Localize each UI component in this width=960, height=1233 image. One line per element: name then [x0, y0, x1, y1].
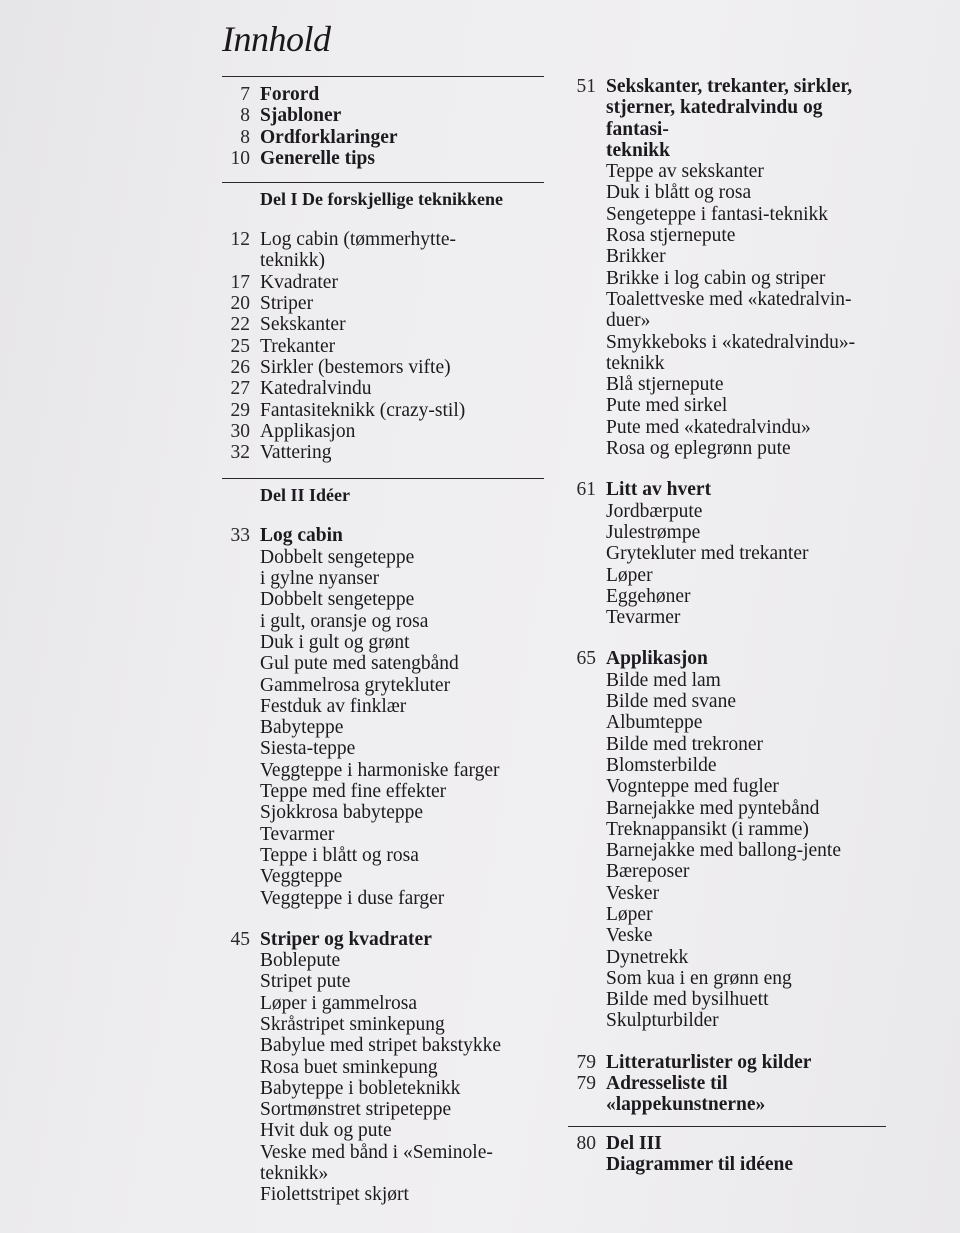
entry-line: Barnejakke med pyntebånd [606, 797, 820, 819]
part2-heading: Del II Idéer [260, 485, 350, 506]
entry-line: Blå stjernepute [606, 374, 724, 396]
page-number: 29 [230, 399, 250, 421]
toc-entry [222, 929, 544, 950]
entry-line: Teppe med fine effekter [260, 781, 447, 803]
entry-line: Brikke i log cabin og striper [606, 267, 826, 289]
entry-line: Gul pute med satengbånd [260, 653, 459, 675]
page-number: 45 [230, 928, 250, 950]
page-number: 32 [230, 442, 250, 464]
entry-line: Veske med bånd i «Seminole- [260, 1141, 493, 1163]
toc-entry [568, 1073, 886, 1116]
entry-line: Veggteppe i harmoniske farger [260, 759, 500, 781]
entry-title: Forord [260, 84, 320, 105]
page-title: Innhold [222, 19, 331, 59]
entry-line: Veggteppe [260, 866, 343, 888]
page-number: 12 [230, 229, 250, 251]
entry-line: Smykkeboks i «katedralvindu»- [606, 331, 856, 353]
entry-line: Hvit duk og pute [260, 1120, 392, 1142]
entry-line: teknikk) [260, 250, 325, 272]
entry-title: Sirkler (bestemors vifte) [260, 356, 451, 378]
entry-line: Babylue med stripet bakstykke [260, 1035, 501, 1057]
entry-title: Kvadrater [260, 271, 338, 293]
entry-line: Bilde med lam [606, 669, 721, 691]
entry-line: Sengeteppe i fantasi-teknikk [606, 203, 829, 225]
entry-line: Bilde med svane [606, 691, 736, 713]
entry-title: Adresseliste til «lappekunstnerne» [606, 1073, 766, 1116]
entry-line: Treknappansikt (i ramme) [606, 818, 809, 840]
entry-title: Applikasjon [260, 420, 356, 442]
page-number: 8 [240, 126, 250, 148]
entry-line: Bæreposer [606, 861, 690, 883]
entry-line: Festduk av finklær [260, 695, 407, 717]
toc-entry [222, 336, 544, 357]
section-litt-av-hvert [568, 479, 886, 628]
entry-line: Dobbelt sengeteppe [260, 546, 415, 568]
section-applikasjon [568, 648, 886, 1031]
page-number: 79 [576, 1073, 596, 1095]
entry-line: Rosa og eplegrønn pute [606, 438, 791, 460]
entry-title: Striper [260, 293, 314, 315]
toc-entry [222, 314, 544, 335]
entry-line: Vesker [606, 882, 660, 904]
entry-title: Sjabloner [260, 105, 342, 127]
toc-entry [568, 479, 886, 500]
entry-line: teknikk [606, 352, 665, 374]
entry-title: Generelle tips [260, 147, 375, 169]
entry-title: Vattering [260, 442, 332, 464]
toc-entry [568, 76, 886, 97]
toc-entry [222, 378, 544, 399]
toc-left-column [222, 76, 544, 1206]
entry-line: Pute med sirkel [606, 395, 728, 417]
entry-line: Løper [606, 903, 653, 925]
part3-entry [568, 1133, 886, 1176]
entry-line: Løper [606, 564, 653, 586]
entry-line: teknikk» [260, 1163, 329, 1185]
entry-line: stjerner, katedralvindu og fantasi- [606, 97, 823, 140]
entry-line: Babyteppe i bobleteknikk [260, 1077, 461, 1099]
toc-entry [222, 105, 544, 126]
entry-title: Litteraturlister og kilder [606, 1051, 812, 1073]
page-number: 20 [230, 293, 250, 315]
page-number: 80 [576, 1132, 596, 1154]
entry-line: Stripet pute [260, 971, 351, 993]
entry-line: Pute med «katedralvindu» [606, 416, 811, 438]
entry-title: Ordforklaringer [260, 126, 398, 148]
page-number: 8 [240, 105, 250, 127]
entry-title: Sekskanter, trekanter, sirkler, [606, 76, 853, 97]
toc-entry [222, 525, 544, 546]
entry-line: Jordbærpute [606, 500, 703, 522]
page-number: 22 [230, 314, 250, 336]
entry-line: Bilde med bysilhuett [606, 989, 769, 1011]
entry-line: Julestrømpe [606, 521, 701, 543]
entry-line: Vognteppe med fugler [606, 776, 779, 798]
entry-line: Teppe i blått og rosa [260, 844, 419, 866]
entry-line: Toalettveske med «katedralvin- [606, 288, 852, 310]
entry-line: Albumteppe [606, 712, 703, 734]
entry-line: Skråstripet sminkepung [260, 1013, 445, 1035]
page-number: 33 [230, 525, 250, 547]
toc-entry [568, 648, 886, 669]
section-striper-og-kvadrater [222, 929, 544, 1206]
entry-line: Sjokkrosa babyteppe [260, 802, 424, 824]
page-number: 61 [576, 479, 596, 501]
entry-line: teknikk [606, 139, 670, 161]
toc-entry [222, 442, 544, 463]
entry-line: Blomsterbilde [606, 754, 717, 776]
entry-title: Litt av hvert [606, 479, 712, 501]
toc-entry [222, 400, 544, 421]
toc-entry [222, 357, 544, 378]
part1-heading: Del I De forskjellige teknikkene [260, 189, 503, 210]
toc-entry [568, 1052, 886, 1073]
entry-line: Dobbelt sengeteppe [260, 589, 415, 611]
page-number: 17 [230, 271, 250, 293]
entry-line: Som kua i en grønn eng [606, 967, 792, 989]
entry-line: Gammelrosa grytekluter [260, 674, 451, 696]
entry-line: Tevarmer [260, 823, 335, 845]
entry-line: Eggehøner [606, 585, 691, 607]
entry-line: Bilde med trekroner [606, 733, 764, 755]
toc-entry [222, 421, 544, 442]
page-number: 65 [576, 648, 596, 670]
entry-title: Fantasiteknikk (crazy-stil) [260, 399, 466, 421]
entry-line: Siesta-teppe [260, 738, 356, 760]
entry-line: Brikker [606, 246, 666, 268]
entry-line: Skulpturbilder [606, 1010, 719, 1032]
entry-line: Fiolettstripet skjørt [260, 1184, 409, 1206]
entry-line: Diagrammer til idéene [606, 1153, 794, 1175]
entry-title: Katedralvindu [260, 378, 372, 400]
entry-line: Rosa buet sminkepung [260, 1056, 438, 1078]
toc-entry [222, 272, 544, 293]
page-number: 30 [230, 420, 250, 442]
back-matter-list [568, 1052, 886, 1116]
entry-title: Log cabin [260, 525, 343, 547]
toc-entry [568, 1133, 886, 1154]
entry-line: Dynetrekk [606, 946, 689, 968]
toc-entry [222, 84, 544, 105]
entry-title: Log cabin (tømmerhytte- [260, 229, 457, 251]
page-number: 79 [576, 1051, 596, 1073]
entry-line: i gult, oransje og rosa [260, 610, 429, 632]
page-number: 51 [576, 76, 596, 97]
entry-line: Veske [606, 925, 653, 947]
entry-line: Teppe av sekskanter [606, 161, 764, 183]
entry-line: Veggteppe i duse farger [260, 887, 445, 909]
section-log-cabin [222, 525, 544, 908]
entry-line: i gylne nyanser [260, 568, 380, 590]
entry-line: Grytekluter med trekanter [606, 543, 809, 565]
toc-entry [222, 127, 544, 148]
intro-list [222, 84, 544, 169]
page-number: 10 [230, 147, 250, 169]
toc-entry [222, 293, 544, 314]
entry-title: Striper og kvadrater [260, 928, 432, 950]
entry-line: Duk i blått og rosa [606, 182, 752, 204]
page-number: 26 [230, 356, 250, 378]
entry-line: Boblepute [260, 950, 341, 972]
page-number: 27 [230, 378, 250, 400]
toc-right-column [568, 76, 886, 1175]
entry-line: Sortmønstret stripeteppe [260, 1099, 452, 1121]
entry-line: Barnejakke med ballong-jente [606, 840, 841, 862]
page-number: 7 [240, 84, 250, 105]
toc-entry [222, 148, 544, 169]
entry-line: Rosa stjernepute [606, 225, 736, 247]
entry-title: Trekanter [260, 335, 336, 357]
entry-line: Babyteppe [260, 717, 344, 739]
part1-list [222, 229, 544, 463]
entry-title: Applikasjon [606, 648, 708, 670]
entry-title: Del III [606, 1132, 662, 1154]
page-number: 25 [230, 335, 250, 357]
entry-line: Duk i gult og grønt [260, 631, 410, 653]
entry-line: Tevarmer [606, 607, 681, 629]
toc-entry [222, 229, 544, 250]
entry-title: Sekskanter [260, 314, 346, 336]
section-sekskanter [568, 76, 886, 459]
entry-line: Løper i gammelrosa [260, 992, 418, 1014]
entry-line: duer» [606, 310, 651, 332]
